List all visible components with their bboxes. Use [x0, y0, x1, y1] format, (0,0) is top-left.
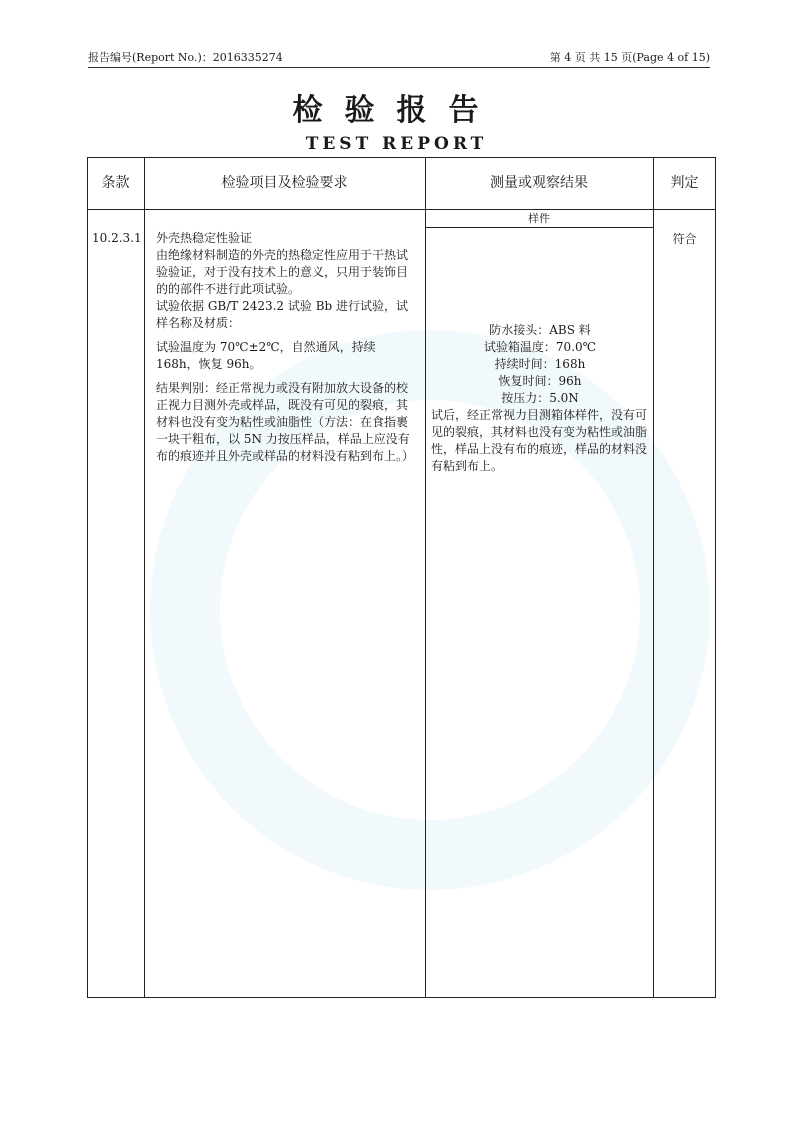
result-temperature: 试验箱温度：70.0℃ — [483, 340, 597, 354]
page-header — [88, 51, 710, 65]
col-divider-3 — [653, 157, 654, 998]
report-title-en: TEST REPORT — [305, 134, 488, 154]
col-header-results: 测量或观察结果 — [490, 175, 588, 191]
col-divider-1 — [144, 157, 145, 998]
report-number: 报告编号(Report No.)：2016335274 — [88, 51, 283, 64]
col-header-verdict: 判定 — [670, 175, 699, 191]
results-cell — [431, 322, 649, 475]
col-header-clause: 条款 — [101, 175, 130, 191]
page-indicator: 第 4 页 共 15 页(Page 4 of 15) — [549, 51, 710, 64]
requirement-method: 试验依据 GB/T 2423.2 试验 Bb 进行试验，试样名称及材质： — [156, 299, 409, 330]
clause-number: 10.2.3.1 — [92, 231, 142, 245]
sample-row-divider — [425, 227, 653, 228]
col-header-items: 检验项目及检验要求 — [221, 175, 348, 191]
requirement-cell — [156, 230, 418, 465]
header-row-divider — [87, 209, 716, 210]
verdict-pass: 符合 — [672, 232, 697, 246]
result-conclusion: 试后，经正常视力目测箱体样件，没有可见的裂痕，其材料也没有变为粘性或油脂性，样品上没有布的痕迹，样品的材料没有粘到布上。 — [431, 408, 648, 473]
result-force: 按压力：5.0N — [501, 391, 579, 405]
result-duration: 持续时间：168h — [494, 357, 586, 371]
requirement-criteria: 结果判别：经正常视力或没有附加放大设备的校正视力目测外壳或样品，既没有可见的裂痕，其材料也没有变为粘性或油脂性（方法：在食指裹一块干粗布，以 5N 力按压样品，样品上应没有布的痕迹并且外壳或样品的材料没有粘到布上。） — [156, 381, 415, 463]
requirement-title: 外壳热稳定性验证 — [156, 231, 253, 245]
result-material: 防水接头：ABS 料 — [489, 323, 591, 337]
sample-label: 样件 — [528, 212, 550, 225]
requirement-scope: 由绝缘材料制造的外壳的热稳定性应用于干热试验验证，对于没有技术上的意义，只用于装饰目的的部件不进行此项试验。 — [156, 248, 409, 296]
report-title-zh: 检验报告 — [292, 93, 501, 128]
result-recovery: 恢复时间：96h — [498, 374, 582, 388]
requirement-conditions: 试验温度为 70℃±2℃，自然通风，持续 168h，恢复 96h。 — [156, 340, 376, 371]
header-divider — [88, 67, 710, 68]
col-divider-2 — [425, 157, 426, 998]
